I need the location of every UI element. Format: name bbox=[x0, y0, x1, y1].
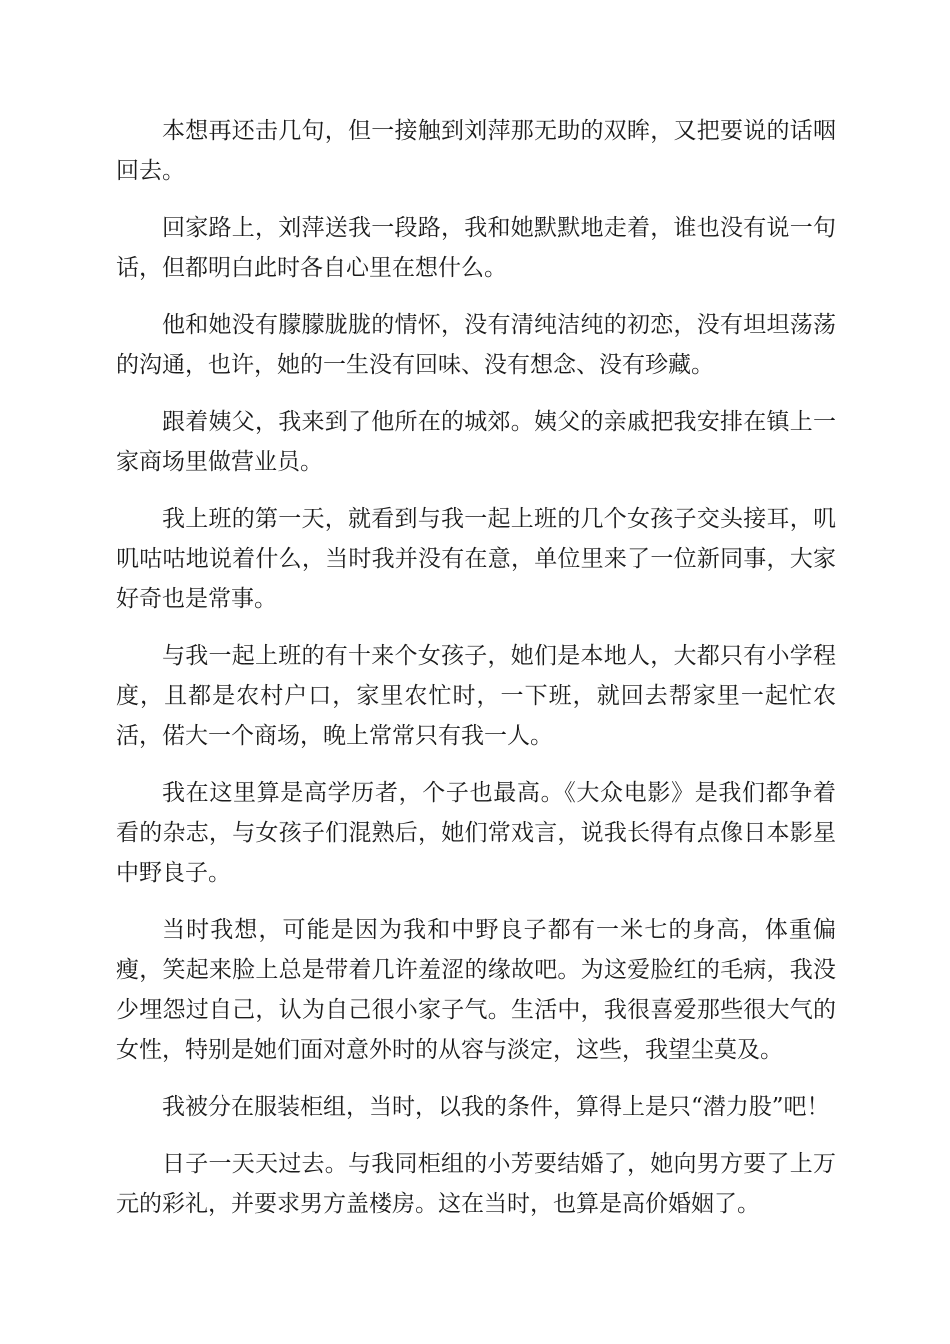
paragraph: 我上班的第一天，就看到与我一起上班的几个女孩子交头接耳，叽叽咕咕地说着什么，当时我并没有在意，单位里来了一位新同事，大家好奇也是常事。 bbox=[116, 506, 836, 612]
paragraph: 与我一起上班的有十来个女孩子，她们是本地人，大都只有小学程度，且都是农村户口，家里农忙时，一下班，就回去帮家里一起忙农活，偌大一个商场，晚上常常只有我一人。 bbox=[116, 643, 836, 749]
paragraph: 他和她没有朦朦胧胧的情怀，没有清纯洁纯的初恋，没有坦坦荡荡的沟通，也许，她的一生没有回味、没有想念、没有珍藏。 bbox=[116, 312, 836, 378]
paragraph: 我在这里算是高学历者，个子也最高。《大众电影》是我们都争着看的杂志，与女孩子们混熟后，她们常戏言，说我长得有点像日本影星中野良子。 bbox=[116, 780, 836, 886]
paragraph: 跟着姨父，我来到了他所在的城郊。姨父的亲戚把我安排在镇上一家商场里做营业员。 bbox=[116, 409, 836, 475]
document-body bbox=[116, 111, 836, 1241]
paragraph: 本想再还击几句，但一接触到刘萍那无助的双眸，又把要说的话咽回去。 bbox=[116, 118, 836, 184]
paragraph: 回家路上，刘萍送我一段路，我和她默默地走着，谁也没有说一句话，但都明白此时各自心里在想什么。 bbox=[116, 215, 836, 281]
paragraph: 我被分在服装柜组，当时，以我的条件，算得上是只“潜力股”吧！ bbox=[162, 1094, 830, 1120]
paragraph: 当时我想，可能是因为我和中野良子都有一米七的身高，体重偏瘦，笑起来脸上总是带着几许羞涩的缘故吧。为这爱脸红的毛病，我没少埋怨过自己，认为自己很小家子气。生活中，我很喜爱那些很大气的女性，特别是她们面对意外时的从容与淡定，这些，我望尘莫及。 bbox=[116, 917, 836, 1063]
paragraph: 日子一天天过去。与我同柜组的小芳要结婚了，她向男方要了上万元的彩礼，并要求男方盖楼房。这在当时，也算是高价婚姻了。 bbox=[116, 1151, 836, 1217]
